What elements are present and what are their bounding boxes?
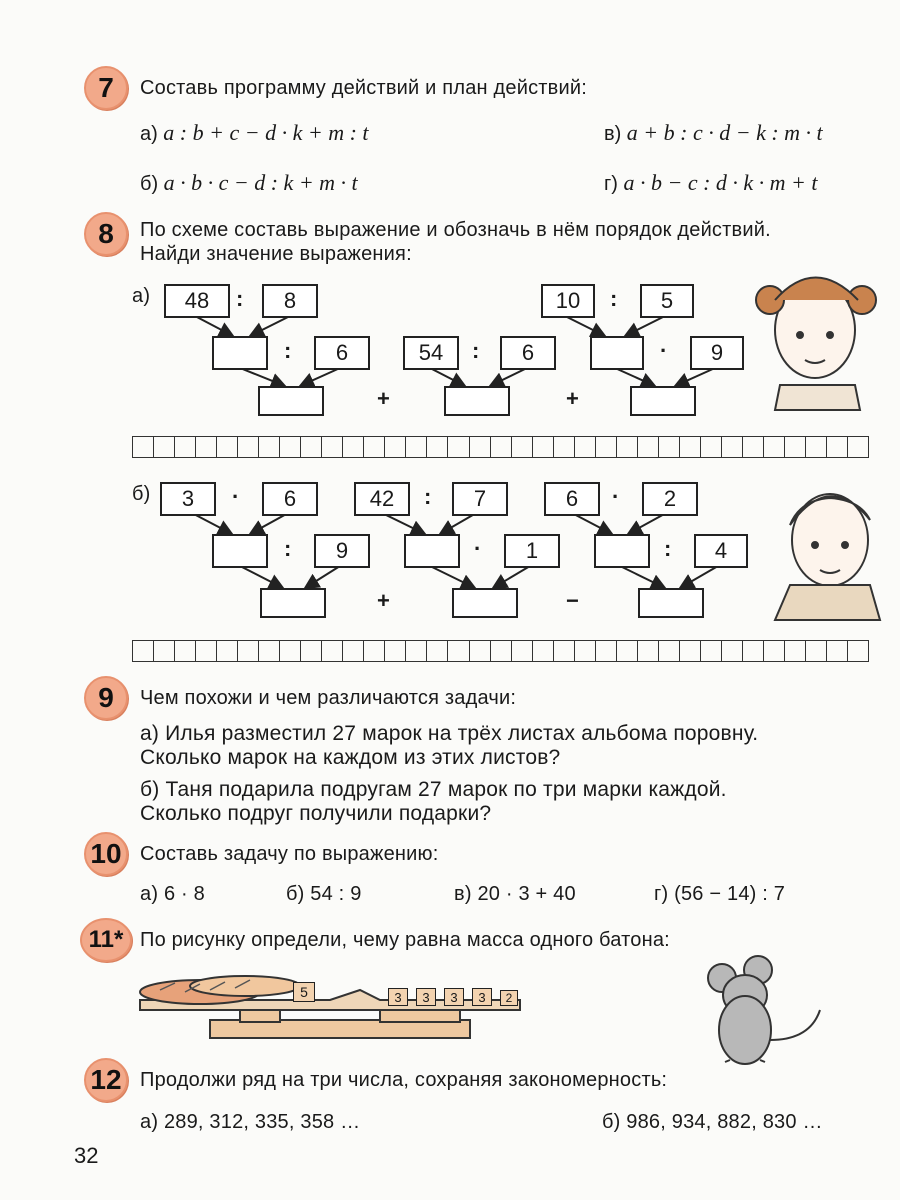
operator: + [377, 588, 390, 613]
task10-text: Составь задачу по выражению: [140, 843, 439, 865]
weight-right: 3 [416, 988, 436, 1006]
answer-cell[interactable] [259, 641, 280, 661]
task7-a-label: а) [140, 123, 158, 145]
answer-cell[interactable] [385, 641, 406, 661]
task10-a: а) 6 · 8 [140, 883, 205, 905]
answer-cell[interactable] [617, 641, 638, 661]
answer-box[interactable] [594, 534, 650, 568]
answer-cell[interactable] [848, 641, 868, 661]
answer-cell[interactable] [701, 641, 722, 661]
answer-cell[interactable] [427, 641, 448, 661]
task-number: 12 [90, 1064, 122, 1095]
answer-cell[interactable] [722, 641, 743, 661]
task7-g-expr: a · b − c : d · k · m + t [623, 170, 818, 195]
answer-cell[interactable] [827, 437, 848, 457]
scheme-box: 6 [262, 482, 318, 516]
mouse-illustration [708, 956, 820, 1064]
answer-cell[interactable] [533, 437, 554, 457]
task10-v: в) 20 · 3 + 40 [454, 883, 576, 905]
answer-box[interactable] [258, 386, 324, 416]
task-number: 7 [98, 72, 114, 103]
scheme-a-label: а) [132, 285, 151, 307]
answer-cell[interactable] [743, 641, 764, 661]
scheme-b-label: б) [132, 483, 151, 505]
scheme-box: 8 [262, 284, 318, 318]
scheme-box: 4 [694, 534, 748, 568]
operator: · [474, 536, 482, 561]
answer-cell[interactable] [617, 437, 638, 457]
operator: + [566, 386, 579, 411]
task-number: 10 [90, 838, 122, 869]
answer-cell[interactable] [280, 641, 301, 661]
task12-b: б) 986, 934, 882, 830 … [602, 1111, 823, 1133]
scheme-box: 9 [314, 534, 370, 568]
operator: : [284, 338, 292, 363]
task9-a-line1: а) Илья разместил 27 марок на трёх листах альбома поровну. [140, 722, 759, 745]
answer-cell[interactable] [785, 641, 806, 661]
scheme-box: 7 [452, 482, 508, 516]
boy-illustration [775, 494, 880, 620]
answer-cell[interactable] [154, 641, 175, 661]
page-number: 32 [74, 1143, 99, 1168]
scheme-box: 6 [314, 336, 370, 370]
task11-text: По рисунку определи, чему равна масса одного батона: [140, 929, 670, 951]
answer-box[interactable] [260, 588, 326, 618]
answer-cell[interactable] [385, 437, 406, 457]
answer-cell[interactable] [406, 641, 427, 661]
answer-cell[interactable] [638, 641, 659, 661]
scheme-box: 48 [164, 284, 230, 318]
answer-cell[interactable] [764, 437, 785, 457]
answer-box[interactable] [404, 534, 460, 568]
scheme-box: 54 [403, 336, 459, 370]
task10-g: г) (56 − 14) : 7 [654, 883, 786, 905]
task9-text: Чем похожи и чем различаются задачи: [140, 687, 517, 709]
answer-box[interactable] [638, 588, 704, 618]
answer-cell[interactable] [533, 641, 554, 661]
task8-line1: По схеме составь выражение и обозначь в нём порядок действий. [140, 219, 771, 241]
answer-cell[interactable] [322, 437, 343, 457]
answer-cell[interactable] [554, 437, 575, 457]
answer-cell[interactable] [238, 641, 259, 661]
task-number-badge [80, 918, 132, 962]
answer-cell[interactable] [764, 641, 785, 661]
answer-cell[interactable] [217, 641, 238, 661]
answer-cell[interactable] [554, 641, 575, 661]
scheme-box: 5 [640, 284, 694, 318]
answer-cell[interactable] [448, 641, 469, 661]
answer-cell[interactable] [827, 641, 848, 661]
operator: · [612, 484, 620, 509]
answer-cell-strip[interactable] [132, 436, 869, 458]
weight-right: 3 [472, 988, 492, 1006]
task7-a-expr: a : b + c − d · k + m : t [163, 120, 369, 145]
answer-cell[interactable] [364, 437, 385, 457]
weight-left: 5 [293, 982, 315, 1002]
answer-box[interactable] [444, 386, 510, 416]
task7-g-label: г) [604, 173, 618, 195]
task-number-badge [84, 832, 128, 876]
answer-cell[interactable] [406, 437, 427, 457]
answer-cell[interactable] [659, 437, 680, 457]
task12-a: а) 289, 312, 335, 358 … [140, 1111, 361, 1133]
answer-box[interactable] [212, 534, 268, 568]
answer-cell[interactable] [175, 641, 196, 661]
answer-cell[interactable] [575, 641, 596, 661]
answer-cell[interactable] [701, 437, 722, 457]
task8-line2: Найди значение выражения: [140, 243, 412, 265]
task7-b-label: б) [140, 173, 159, 195]
operator: · [232, 484, 240, 509]
task7-v-expr: a + b : c · d − k : m · t [626, 120, 823, 145]
answer-cell[interactable] [301, 437, 322, 457]
answer-cell[interactable] [596, 437, 617, 457]
answer-cell[interactable] [427, 437, 448, 457]
answer-cell[interactable] [280, 437, 301, 457]
weight-right: 3 [444, 988, 464, 1006]
answer-box[interactable] [452, 588, 518, 618]
answer-cell[interactable] [470, 641, 491, 661]
operator: : [472, 338, 480, 363]
scheme-box: 10 [541, 284, 595, 318]
task-number: 11* [88, 926, 124, 953]
answer-cell[interactable] [680, 641, 701, 661]
scheme-box: 2 [642, 482, 698, 516]
answer-box[interactable] [630, 386, 696, 416]
task12-text: Продолжи ряд на три числа, сохраняя закономерность: [140, 1069, 668, 1091]
scheme-box: 3 [160, 482, 216, 516]
operator: : [664, 536, 672, 561]
answer-cell[interactable] [448, 437, 469, 457]
scheme-box: 6 [544, 482, 600, 516]
scheme-box: 9 [690, 336, 744, 370]
answer-cell[interactable] [154, 437, 175, 457]
task9-a-line2: Сколько марок на каждом из этих листов? [140, 746, 561, 769]
answer-cell[interactable] [133, 437, 154, 457]
answer-box[interactable] [590, 336, 644, 370]
answer-cell[interactable] [470, 437, 491, 457]
task-number-badge [84, 1058, 128, 1102]
answer-cell[interactable] [743, 437, 764, 457]
operator: · [660, 338, 668, 363]
answer-cell[interactable] [364, 641, 385, 661]
operator: : [424, 484, 432, 509]
task7-b-expr: a · b · c − d : k + m · t [163, 170, 358, 195]
answer-cell[interactable] [133, 641, 154, 661]
operator: + [377, 386, 390, 411]
answer-cell[interactable] [638, 437, 659, 457]
answer-cell[interactable] [848, 437, 868, 457]
task7-text: Составь программу действий и план действий: [140, 77, 587, 99]
answer-cell[interactable] [575, 437, 596, 457]
task-number-badge [84, 676, 128, 720]
weight-right: 3 [388, 988, 408, 1006]
answer-cell[interactable] [217, 437, 238, 457]
operator: : [610, 286, 618, 311]
answer-box[interactable] [212, 336, 268, 370]
task7-v-label: в) [604, 123, 622, 145]
girl-illustration [756, 278, 876, 411]
task-number: 8 [98, 218, 114, 249]
answer-cell[interactable] [491, 641, 512, 661]
answer-cell[interactable] [343, 437, 364, 457]
task9-b-line1: б) Таня подарила подругам 27 марок по три марки каждой. [140, 778, 727, 801]
answer-cell[interactable] [322, 641, 343, 661]
task-number: 9 [98, 682, 114, 713]
answer-cell[interactable] [343, 641, 364, 661]
operator: − [566, 588, 579, 613]
answer-cell[interactable] [491, 437, 512, 457]
weight-right: 2 [500, 990, 518, 1006]
answer-cell[interactable] [196, 641, 217, 661]
answer-cell[interactable] [259, 437, 280, 457]
scheme-box: 42 [354, 482, 410, 516]
answer-cell[interactable] [596, 641, 617, 661]
scales-illustration [140, 976, 520, 1038]
answer-cell[interactable] [680, 437, 701, 457]
answer-cell[interactable] [175, 437, 196, 457]
scheme-box: 1 [504, 534, 560, 568]
answer-cell[interactable] [785, 437, 806, 457]
answer-cell[interactable] [722, 437, 743, 457]
answer-cell[interactable] [806, 437, 827, 457]
answer-cell[interactable] [238, 437, 259, 457]
operator: : [284, 536, 292, 561]
task10-b: б) 54 : 9 [286, 883, 362, 905]
answer-cell-strip[interactable] [132, 640, 869, 662]
answer-cell[interactable] [301, 641, 322, 661]
operator: : [236, 286, 244, 311]
task9-b-line2: Сколько подруг получили подарки? [140, 802, 492, 825]
answer-cell[interactable] [512, 437, 533, 457]
answer-cell[interactable] [196, 437, 217, 457]
answer-cell[interactable] [806, 641, 827, 661]
answer-cell[interactable] [512, 641, 533, 661]
scheme-box: 6 [500, 336, 556, 370]
answer-cell[interactable] [659, 641, 680, 661]
